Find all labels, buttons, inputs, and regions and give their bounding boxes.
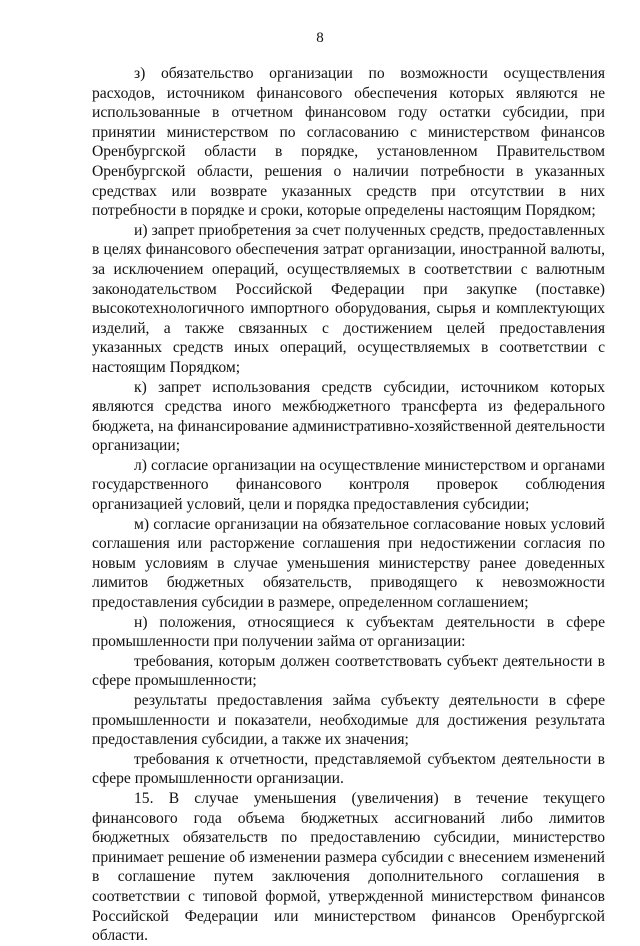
paragraph-l: л) согласие организации на осуществление министерством и органами государственного финансового контроля проверок соблюдения организацией условий, цели и порядка предоставления субсидии; bbox=[92, 456, 605, 514]
paragraph-reporting: требования к отчетности, представляемой субъектом деятельности в сфере промышленности организации. bbox=[92, 750, 605, 788]
paragraph-m: м) согласие организации на обязательное согласование новых условий соглашения или расторжение соглашения при недостижении согласия по новым условиям в случае уменьшения министерству ранее доведенных лимитов бюджетных обязательств, приводящего к невозможности предоставления субсидии в размере, определенном соглашением; bbox=[92, 515, 605, 612]
paragraph-k: к) запрет использования средств субсидии, источником которых являются средства иного межбюджетного трансферта из федерального бюджета, на финансирование административно-хозяйственной деятельности организации; bbox=[92, 378, 605, 455]
paragraph-n: н) положения, относящиеся к субъектам деятельности в сфере промышленности при получении займа от организации: bbox=[92, 613, 605, 651]
paragraph-requirements: требования, которым должен соответствовать субъект деятельности в сфере промышленности; bbox=[92, 652, 605, 690]
document-body bbox=[92, 64, 605, 946]
paragraph-z: з) обязательство организации по возможности осуществления расходов, источником финансового обеспечения которых являются не использованные в отчетном финансовом году остатки субсидии, при принятии министерством по согласованию с министерством финансов Оренбургской области в порядке, установленном Правительством Оренбургской области, решения о наличии потребности в указанных средствах или возврате указанных средств при отсутствии в них потребности в порядке и сроки, которые определены настоящим Порядком; bbox=[92, 65, 605, 220]
paragraph-results: результаты предоставления займа субъекту деятельности в сфере промышленности и показатели, необходимые для достижения результата предоставления субсидии, а также их значения; bbox=[92, 692, 605, 749]
paragraph-i: и) запрет приобретения за счет полученных средств, предоставленных в целях финансового обеспечения затрат организации, иностранной валюты, за исключением операций, осуществляемых в соответствии с валютным законодательством Российской Федерации при закупке (поставке) высокотехнологичного импортного оборудования, сырья и комплектующих изделий, а также связанных с достижением целей предоставления указанных средств иных операций, осуществляемых в соответствии с настоящим Порядком; bbox=[92, 221, 605, 376]
page-number: 8 bbox=[316, 30, 324, 46]
paragraph-15: 15. В случае уменьшения (увеличения) в течение текущего финансового года объема бюджетных ассигнований либо лимитов бюджетных обязательств по предоставлению субсидии, министерство принимает решение об изменении размера субсидии с внесением изменений в соглашение путем заключения дополнительного соглашения в соответствии с типовой формой, утвержденной министерством финансов Российской Федерации или министерством финансов Оренбургской области. bbox=[92, 789, 605, 945]
